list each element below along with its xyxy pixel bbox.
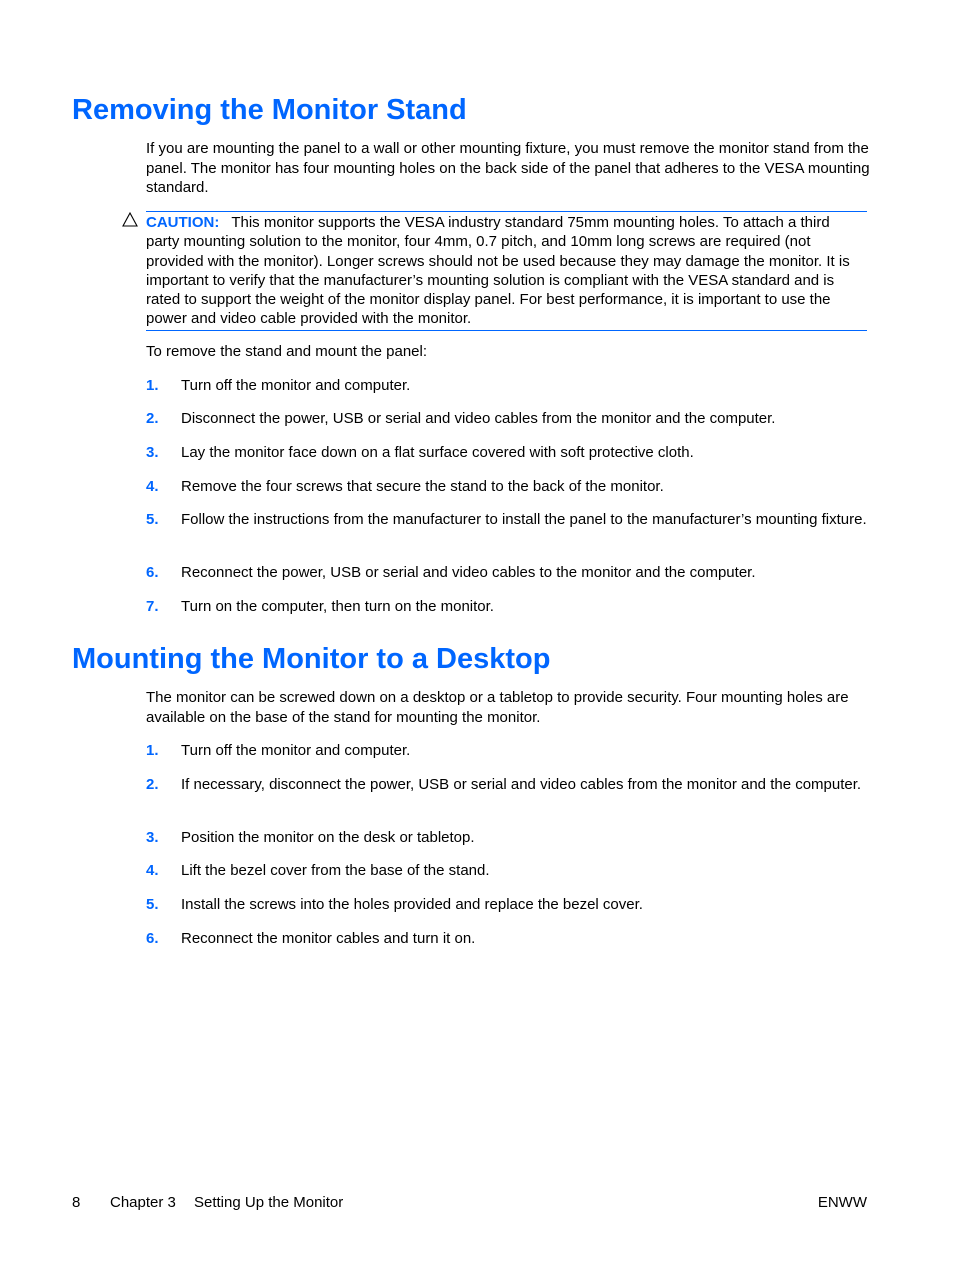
step-text: Turn on the computer, then turn on the monitor.	[181, 598, 494, 615]
footer-chapter-title: Setting Up the Monitor	[194, 1194, 344, 1211]
caution-text: This monitor supports the VESA industry standard 75mm mounting holes. To attach a third party mounting solution to the monitor, four 4mm, 0.7 pitch, and 10mm long screws are required (not provided with the monitor). Longer screws should not be used because they may damage the monitor. It is important to verify that the manufacturer’s mounting solution is compliant with the VESA standard and is rated to support the weight of the monitor display panel. For best performance, it is important to use the power and video cable provided with the monitor.	[146, 214, 850, 328]
step-text: Lay the monitor face down on a flat surface covered with soft protective cloth.	[181, 444, 694, 461]
step-number: 5.	[146, 896, 159, 913]
step-number: 2.	[146, 410, 159, 427]
step-number: 6.	[146, 564, 159, 581]
caution-paragraph	[146, 213, 867, 329]
step-number: 5.	[146, 511, 159, 528]
step-text: Follow the instructions from the manufacturer to install the panel to the manufacturer’s mounting fixture.	[181, 511, 867, 528]
footer-doc-code: ENWW	[817, 1194, 867, 1211]
step-text: If necessary, disconnect the power, USB or serial and video cables from the monitor and the computer.	[181, 776, 862, 793]
step-number: 7.	[146, 598, 159, 615]
step-text: Remove the four screws that secure the stand to the back of the monitor.	[181, 478, 664, 495]
footer-chapter: Chapter 3	[110, 1194, 176, 1211]
step-number: 4.	[146, 862, 159, 879]
section-title-removing-stand: Removing the Monitor Stand	[72, 94, 467, 126]
step-text: Disconnect the power, USB or serial and video cables from the monitor and the computer.	[181, 410, 776, 427]
caution-box	[146, 211, 867, 331]
footer-page-number: 8	[72, 1194, 81, 1211]
section-title-mounting-desktop: Mounting the Monitor to a Desktop	[72, 643, 551, 675]
step-text: Turn off the monitor and computer.	[181, 377, 411, 394]
step-number: 3.	[146, 444, 159, 461]
caution-label: CAUTION:	[146, 214, 220, 231]
step-number: 2.	[146, 776, 159, 793]
step-number: 1.	[146, 742, 159, 759]
section-intro-removing-stand: If you are mounting the panel to a wall or other mounting fixture, you must remove the monitor stand from the panel. The monitor has four mounting holes on the back side of the panel that adheres to the VESA mounting standard.	[146, 140, 870, 196]
warning-triangle-icon	[120, 210, 140, 230]
step-number: 1.	[146, 377, 159, 394]
step-number: 4.	[146, 478, 159, 495]
step-number: 6.	[146, 930, 159, 947]
steps-lead: To remove the stand and mount the panel:	[146, 343, 428, 360]
step-number: 3.	[146, 829, 159, 846]
section-intro-mounting-desktop: The monitor can be screwed down on a desktop or a tabletop to provide security. Four mounting holes are available on the base of the stand for mounting the monitor.	[146, 689, 849, 726]
step-text: Lift the bezel cover from the base of the stand.	[181, 862, 490, 879]
step-text: Reconnect the monitor cables and turn it on.	[181, 930, 476, 947]
step-text: Position the monitor on the desk or tabletop.	[181, 829, 475, 846]
step-text: Reconnect the power, USB or serial and video cables to the monitor and the computer.	[181, 564, 756, 581]
step-text: Turn off the monitor and computer.	[181, 742, 411, 759]
step-text: Install the screws into the holes provided and replace the bezel cover.	[181, 896, 643, 913]
